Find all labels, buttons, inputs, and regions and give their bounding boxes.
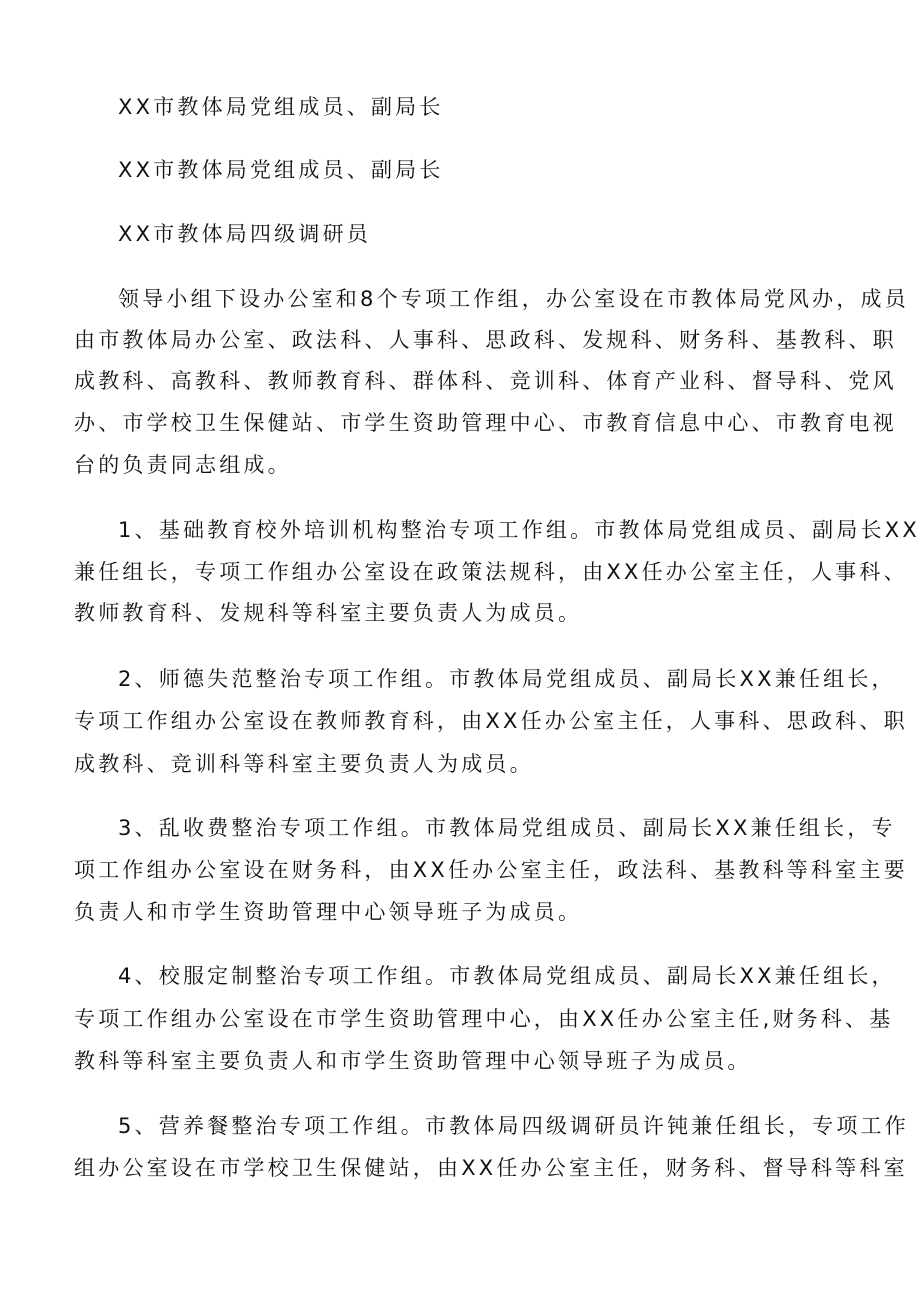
paragraph-line: 由市教体局办公室、政法科、人事科、思政科、发规科、财务科、基教科、职 (74, 328, 897, 352)
paragraph-line: 教科等科室主要负责人和市学生资助管理中心领导班子为成员。 (74, 1049, 752, 1073)
paragraph-line: 教师教育科、发规科等科室主要负责人为成员。 (74, 601, 583, 625)
paragraph-line: 组办公室设在市学校卫生保健站，由XX任办公室主任，财务科、督导科等科室 (74, 1156, 908, 1180)
paragraph-line: 项工作组办公室设在财务科，由XX任办公室主任，政法科、基教科等科室主要 (74, 858, 908, 882)
paragraph-line: 3、乱收费整治专项工作组。市教体局党组成员、副局长XX兼任组长，专 (118, 816, 896, 840)
member-line: XX市教体局党组成员、副局长 (118, 95, 444, 119)
paragraph-line: 4、校服定制整治专项工作组。市教体局党组成员、副局长XX兼任组长， (118, 964, 896, 988)
paragraph-line: 1、基础教育校外培训机构整治专项工作组。市教体局党组成员、副局长XX (118, 518, 920, 542)
paragraph-line: 2、师德失范整治专项工作组。市教体局党组成员、副局长XX兼任组长， (118, 667, 896, 691)
paragraph-line: 成教科、竞训科等科室主要负责人为成员。 (74, 752, 534, 776)
paragraph-line: 专项工作组办公室设在市学生资助管理中心，由XX任办公室主任,财务科、基 (74, 1007, 894, 1031)
member-line: XX市教体局四级调研员 (118, 222, 371, 246)
paragraph-line: 负责人和市学生资助管理中心领导班子为成员。 (74, 900, 583, 924)
paragraph-line: 专项工作组办公室设在教师教育科，由XX任办公室主任，人事科、思政科、职 (74, 709, 908, 733)
paragraph-line: 成教科、高教科、教师教育科、群体科、竞训科、体育产业科、督导科、党风 (74, 369, 897, 393)
paragraph-line: 办、市学校卫生保健站、市学生资助管理中心、市教育信息中心、市教育电视 (74, 411, 897, 435)
member-line: XX市教体局党组成员、副局长 (118, 158, 444, 182)
paragraph-line: 5、营养餐整治专项工作组。市教体局四级调研员许钝兼任组长，专项工作 (118, 1114, 909, 1138)
paragraph-line: 台的负责同志组成。 (74, 453, 292, 477)
paragraph-line: 兼任组长，专项工作组办公室设在政策法规科，由XX任办公室主任，人事科、 (74, 560, 908, 584)
paragraph-line: 领导小组下设办公室和8个专项工作组，办公室设在市教体局党风办，成员 (118, 287, 909, 311)
